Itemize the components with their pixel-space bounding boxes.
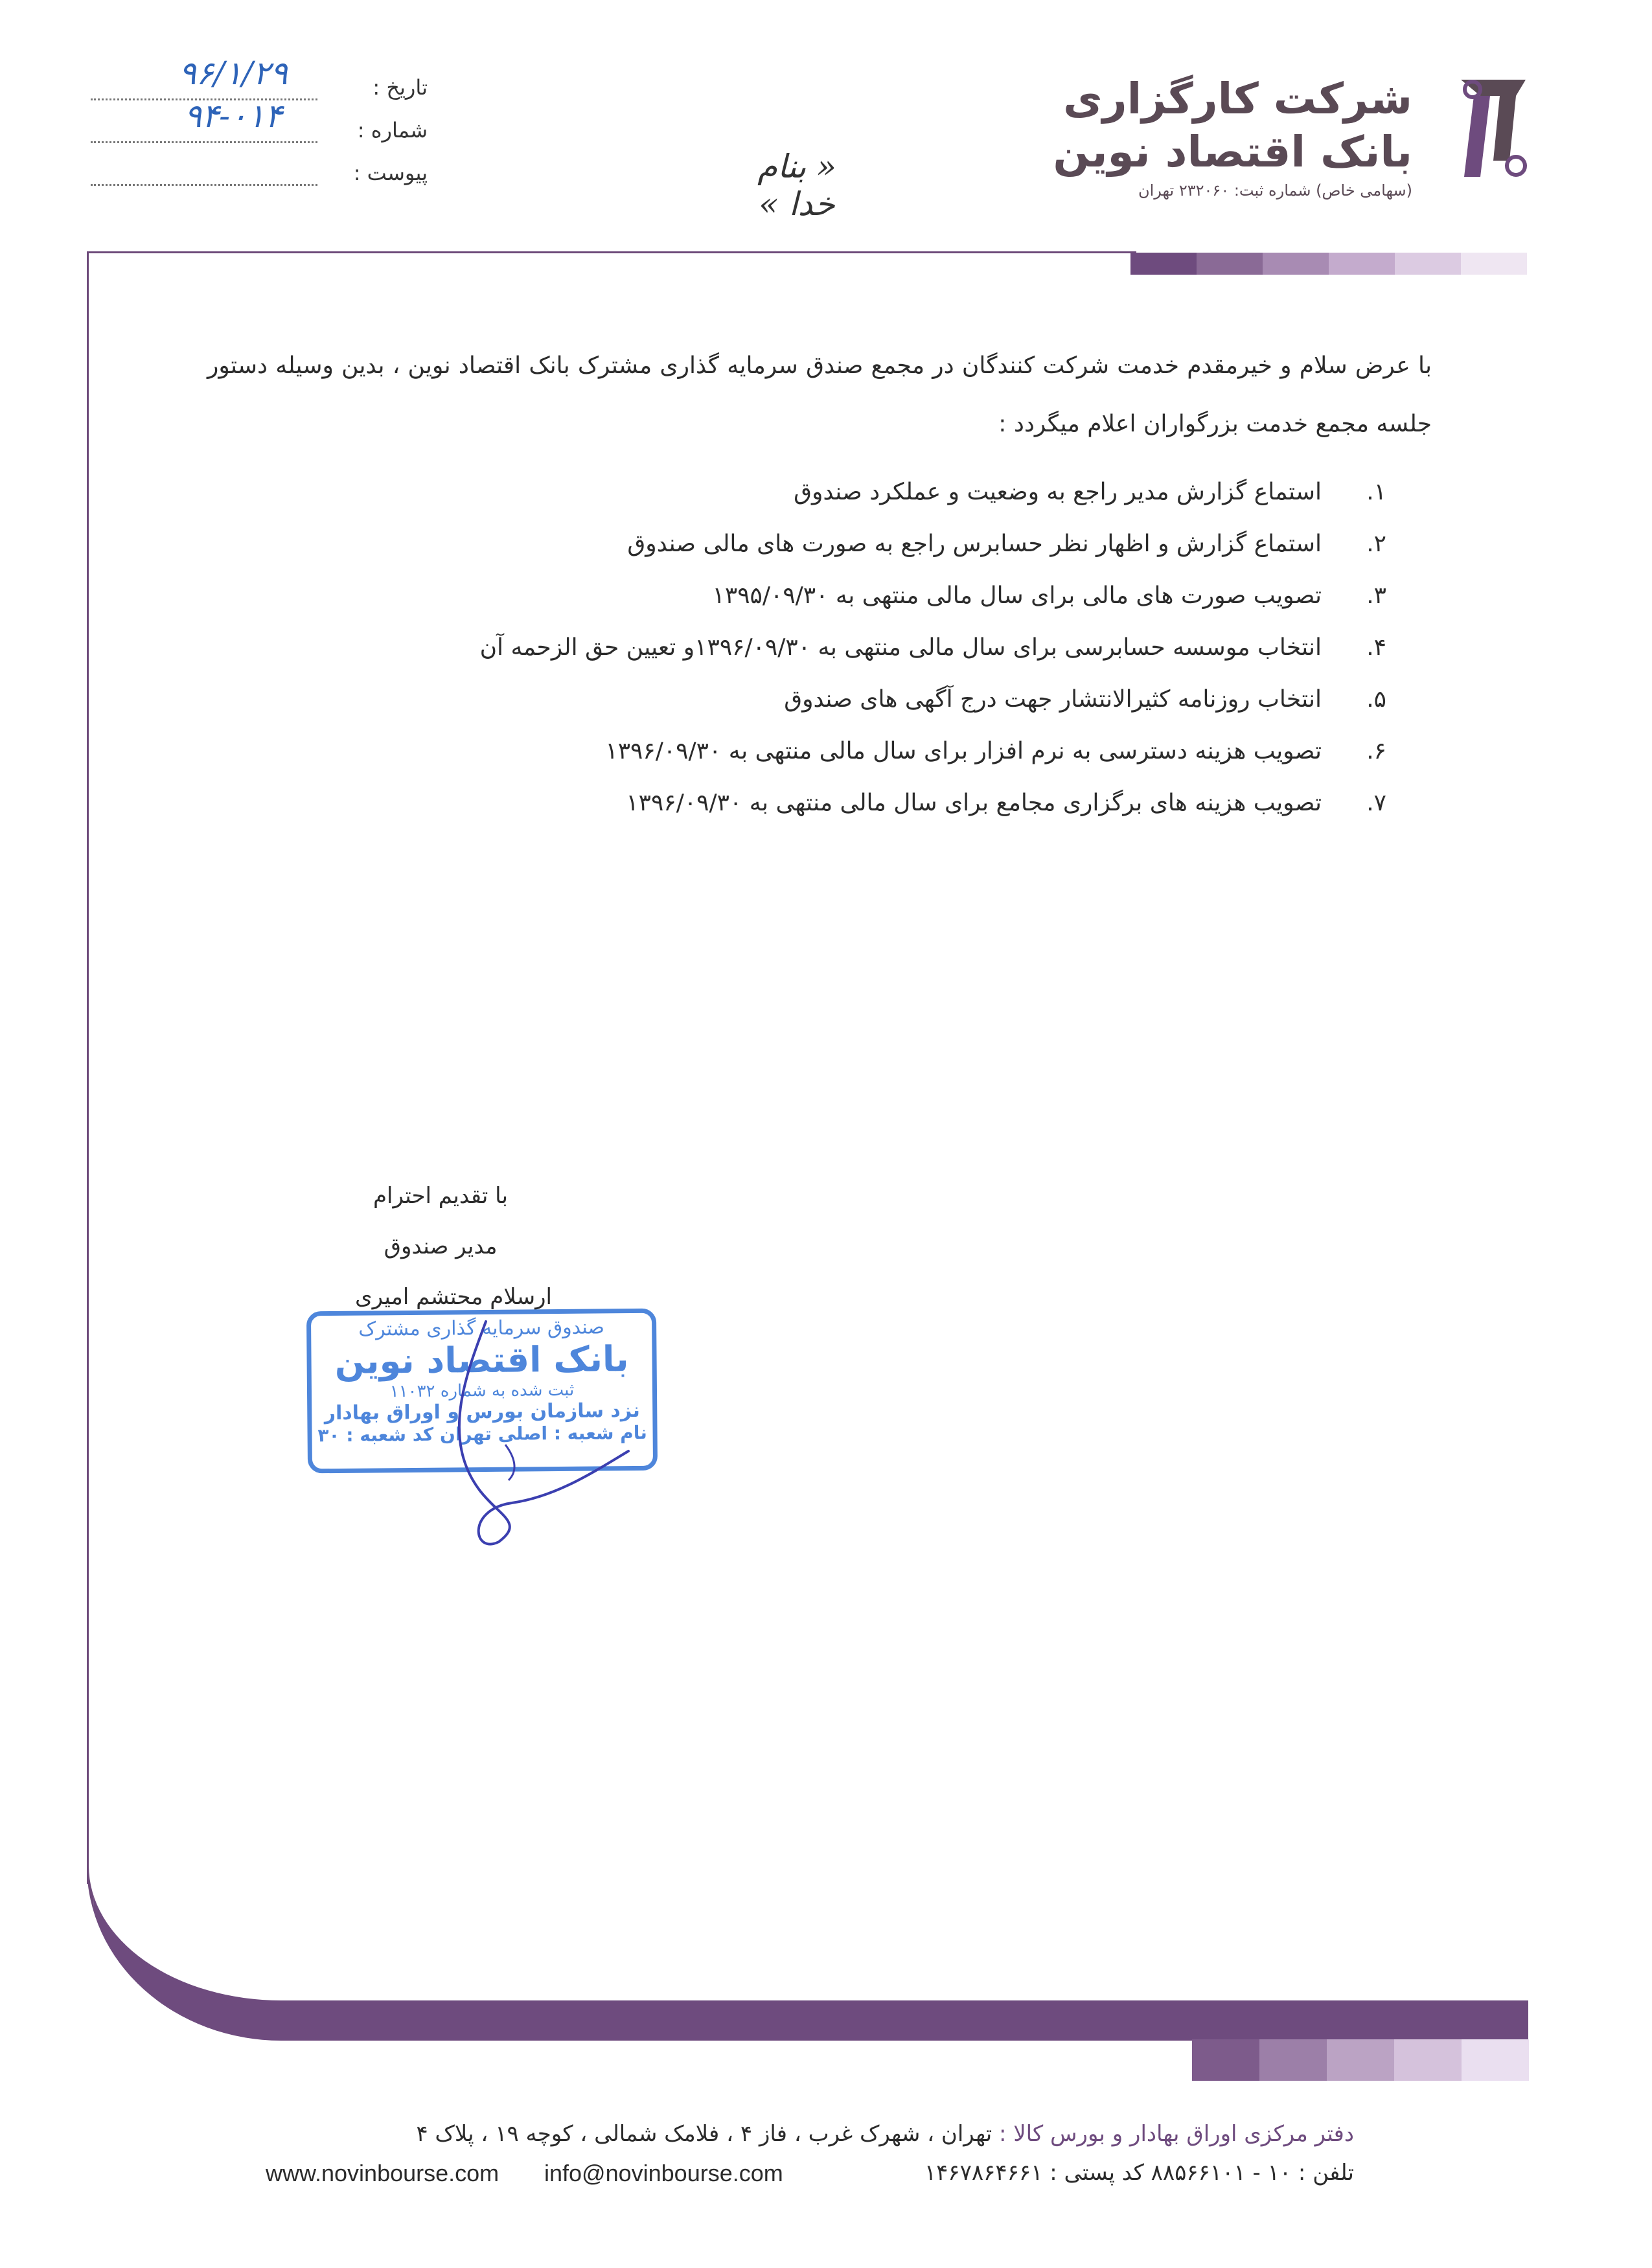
agenda-item bbox=[453, 622, 1386, 674]
frame-top-line bbox=[87, 251, 1136, 253]
bar-segment bbox=[1192, 2039, 1259, 2081]
bar-segment bbox=[1461, 253, 1527, 275]
agenda-item-text: استماع گزارش و اظهار نظر حسابرس راجع به صورت های مالی صندوق bbox=[627, 531, 1322, 557]
company-name bbox=[959, 73, 1412, 179]
company-name-line1: شرکت کارگزاری bbox=[1063, 74, 1412, 124]
footer-phone: تلفن : ۱۰ - ۸۸۵۶۶۱۰۱ کد پستی : ۱۴۶۷۸۶۴۶۶۱ bbox=[924, 2160, 1354, 2186]
footer-address-label: دفتر مرکزی اوراق بهادار و بورس کالا : bbox=[999, 2121, 1354, 2147]
agenda-item-number: ۷. bbox=[1366, 790, 1386, 816]
bar-segment bbox=[1263, 253, 1329, 275]
bar-segment bbox=[1394, 2039, 1462, 2081]
bar-segment bbox=[1395, 253, 1461, 275]
agenda-list bbox=[453, 466, 1386, 829]
stamp-line: ثبت شده به شماره ۱۱۰۳۲ bbox=[389, 1380, 575, 1402]
date-value-handwritten: ۹۶/۱/۲۹ bbox=[179, 54, 288, 92]
number-dotted-line bbox=[91, 141, 317, 143]
number-value-handwritten: ۹۴-۰۱۴ bbox=[184, 97, 282, 135]
agenda-item bbox=[453, 726, 1386, 777]
frame-left-line bbox=[87, 251, 89, 1884]
stamp-line: صندوق سرمایه گذاری مشترک bbox=[358, 1316, 605, 1341]
agenda-item-number: ۲. bbox=[1366, 531, 1386, 557]
company-registration: (سهامی خاص) شماره ثبت: ۲۳۲۰۶۰ تهران bbox=[1138, 181, 1412, 200]
agenda-item bbox=[453, 570, 1386, 622]
footer-address bbox=[259, 2121, 1354, 2147]
signatory-name: ارسلام محتشم امیری bbox=[355, 1284, 552, 1310]
attachment-label: پیوست : bbox=[353, 161, 428, 185]
bar-segment bbox=[1197, 253, 1263, 275]
intro-paragraph: با عرض سلام و خیرمقدم خدمت شرکت کنندگان در مجمع صندق سرمایه گذاری مشترک بانک اقتصاد نوین ، بدین وسیله دستور جلسه مجمع خدمت بزرگواران اعلام میگردد : bbox=[207, 352, 1432, 437]
agenda-item-number: ۶. bbox=[1366, 738, 1386, 764]
agenda-item-number: ۳. bbox=[1366, 582, 1386, 609]
agenda-item-text: تصویب هزینه های برگزاری مجامع برای سال مالی منتهی به ۱۳۹۶/۰۹/۳۰ bbox=[626, 790, 1322, 816]
frame-bottom-curve bbox=[87, 1859, 1528, 2041]
agenda-item-number: ۴. bbox=[1366, 634, 1386, 661]
agenda-item-text: انتخاب روزنامه کثیرالانتشار جهت درج آگهی های صندوق bbox=[784, 686, 1322, 713]
agenda-item-text: استماع گزارش مدیر راجع به وضعیت و عملکرد صندوق bbox=[794, 479, 1322, 505]
company-name-line2: بانک اقتصاد نوین bbox=[1053, 127, 1412, 177]
date-label: تاریخ : bbox=[373, 75, 428, 100]
footer-gradient-bar bbox=[1192, 2039, 1529, 2081]
basmala-heading: « بنام خدا » bbox=[757, 148, 836, 223]
signatory-title: مدیر صندوق bbox=[384, 1233, 498, 1259]
attachment-row bbox=[91, 157, 428, 196]
bar-segment bbox=[1130, 253, 1197, 275]
agenda-item-text: تصویب صورت های مالی برای سال مالی منتهی به ۱۳۹۵/۰۹/۳۰ bbox=[712, 582, 1322, 609]
header-gradient-bar bbox=[1130, 253, 1527, 275]
bar-segment bbox=[1259, 2039, 1327, 2081]
stamp-line: بانک اقتصاد نوین bbox=[334, 1338, 629, 1382]
bar-segment bbox=[1329, 253, 1395, 275]
footer-website[interactable]: www.novinbourse.com bbox=[266, 2160, 499, 2186]
number-row bbox=[91, 97, 428, 153]
bar-segment bbox=[1327, 2039, 1394, 2081]
company-logo bbox=[1454, 76, 1532, 180]
number-label: شماره : bbox=[357, 118, 428, 143]
agenda-item-text: انتخاب موسسه حسابرسی برای سال مالی منتهی به ۱۳۹۶/۰۹/۳۰و تعیین حق الزحمه آن bbox=[479, 634, 1322, 661]
agenda-item bbox=[453, 777, 1386, 829]
footer-email[interactable]: info@novinbourse.com bbox=[544, 2160, 783, 2186]
attachment-dotted-line bbox=[91, 184, 317, 186]
agenda-item-number: ۵. bbox=[1366, 686, 1386, 713]
bar-segment bbox=[1462, 2039, 1529, 2081]
agenda-item bbox=[453, 518, 1386, 570]
agenda-item bbox=[453, 674, 1386, 726]
agenda-item-number: ۱. bbox=[1366, 479, 1386, 505]
footer-contacts bbox=[266, 2160, 1354, 2192]
footer-address-text: تهران ، شهرک غرب ، فاز ۴ ، فلامک شمالی ، کوچه ۱۹ ، پلاک ۴ bbox=[416, 2121, 992, 2147]
agenda-item-text: تصویب هزینه دسترسی به نرم افزار برای سال مالی منتهی به ۱۳۹۶/۰۹/۳۰ bbox=[605, 738, 1322, 764]
handwritten-signature bbox=[428, 1296, 648, 1555]
agenda-item bbox=[453, 466, 1386, 518]
stamp-line: نزد سازمان بورس و اوراق بهادار bbox=[324, 1399, 640, 1425]
stamp-line: نام شعبه : اصلی تهران کد شعبه : ۳۰ bbox=[317, 1421, 647, 1447]
closing-text: با تقدیم احترام bbox=[373, 1183, 509, 1209]
